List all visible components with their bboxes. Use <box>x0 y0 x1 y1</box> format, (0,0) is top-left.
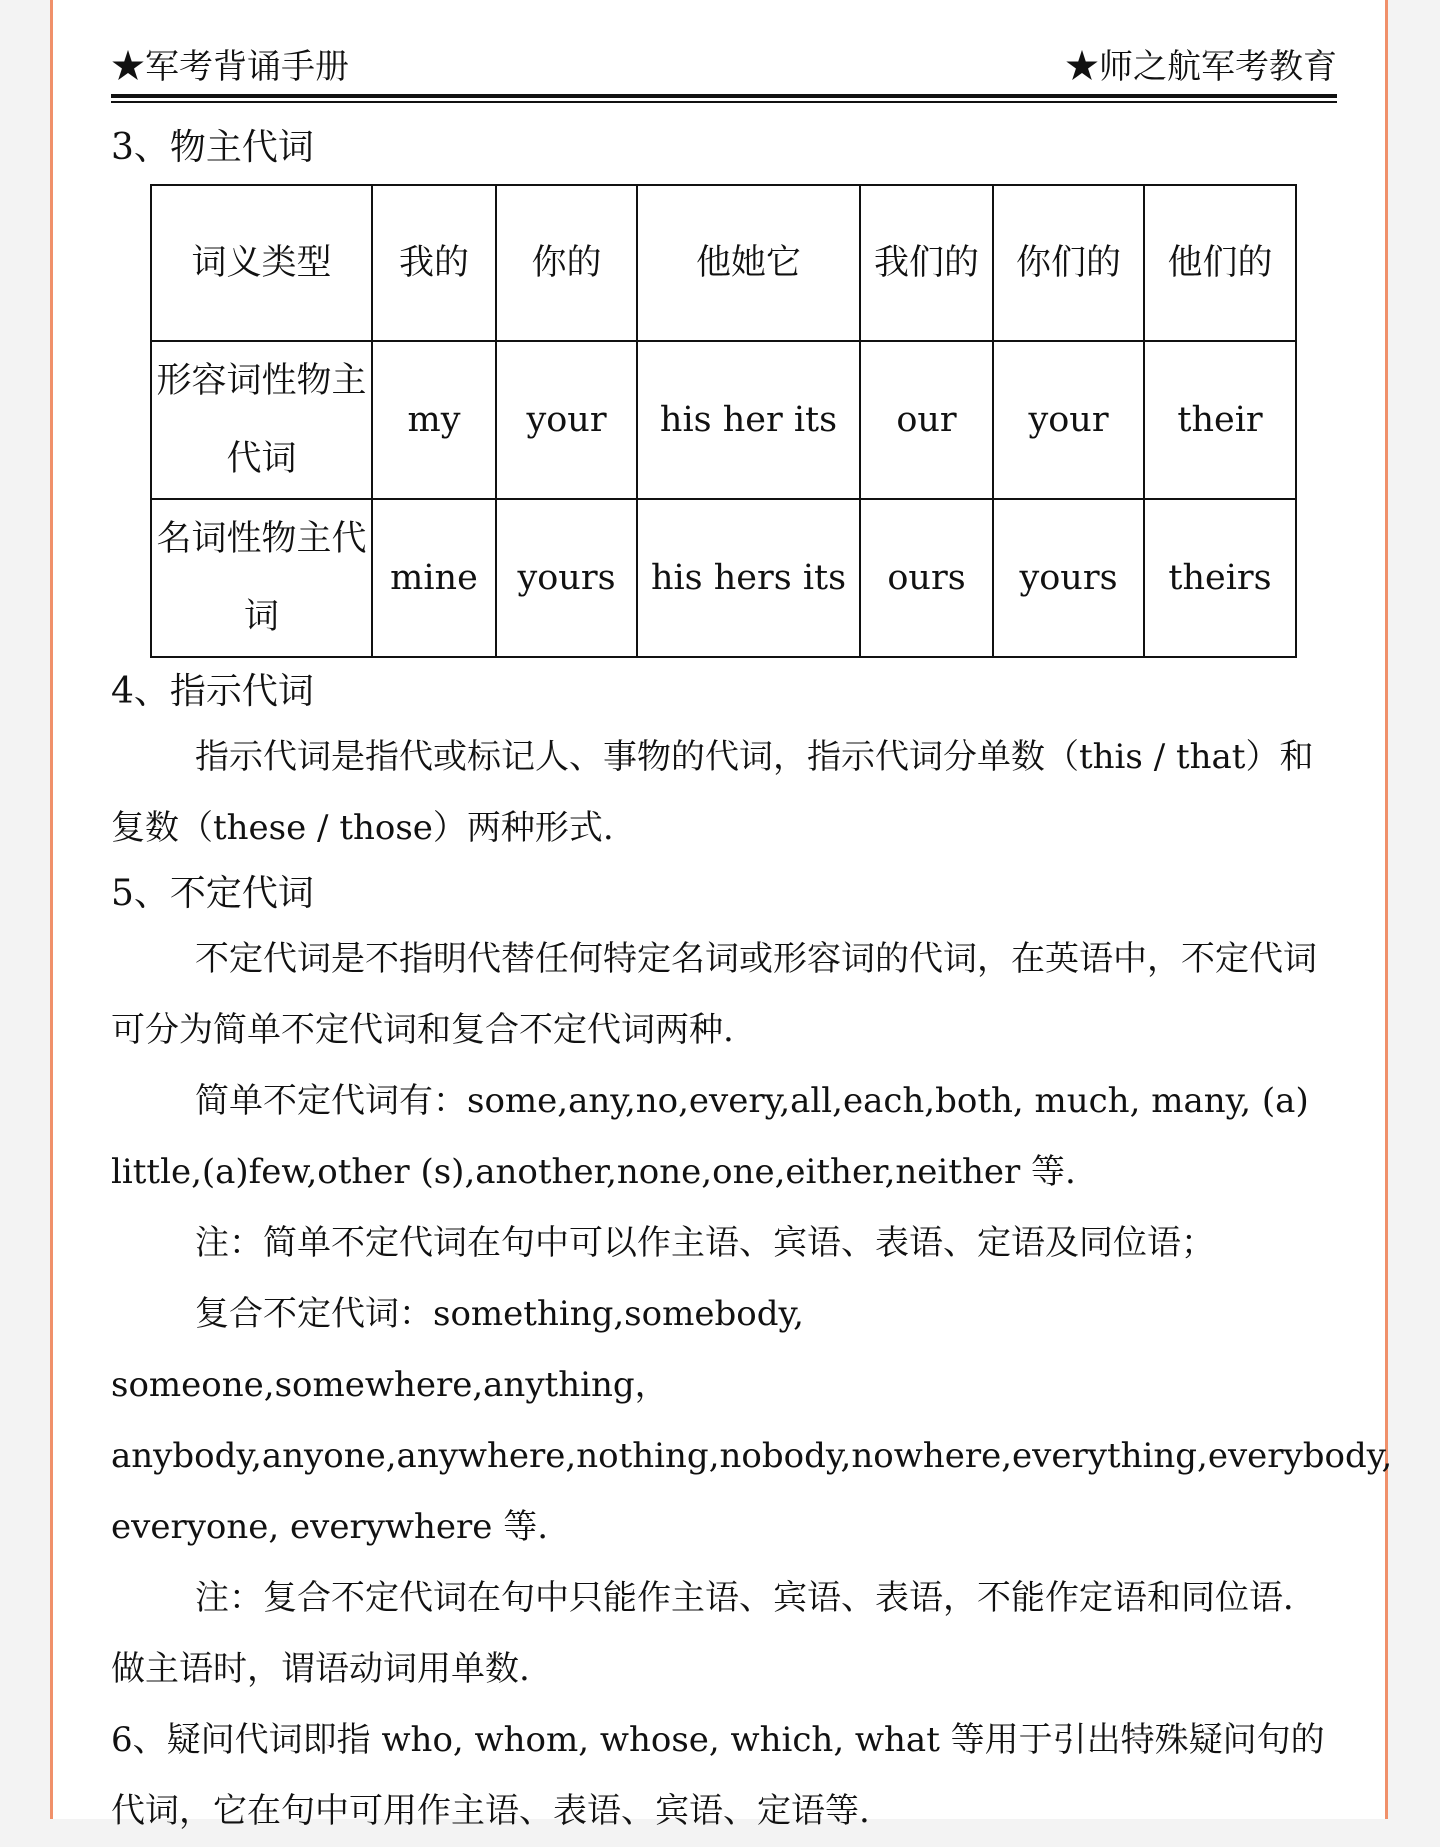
document-page <box>50 0 1393 1831</box>
table-cell: yours <box>496 499 637 657</box>
table-header-cell: 他们的 <box>1144 185 1296 341</box>
indefinite-pronoun-paragraph: 不定代词是不指明代替任何特定名词或形容词的代词，在英语中，不定代词可分为简单不定代词和复合不定代词两种. <box>111 939 1317 1050</box>
table-cell: his hers its <box>637 499 860 657</box>
section-3-heading: 3、物主代词 <box>111 127 314 168</box>
page-content <box>111 118 1393 1847</box>
interrogative-pronoun-paragraph: 6、疑问代词即指 who, whom, whose, which, what 等用于引出特殊疑问句的代词，它在句中可用作主语、表语、宾语、定语等. <box>111 1720 1325 1831</box>
table-row <box>151 341 1296 499</box>
compound-indefinite-list: 复合不定代词：something,somebody, someone,somewhere,anything，anybody,anyone,anywhere,nothing,nobody,nowhere,everything,everybody, everyone, everywhere 等. <box>111 1294 1393 1547</box>
demonstrative-pronoun-paragraph: 指示代词是指代或标记人、事物的代词，指示代词分单数（this / that）和复数（these / those）两种形式. <box>111 737 1314 848</box>
row-label-cell: 形容词性物主代词 <box>151 341 372 499</box>
table-cell: his her its <box>637 341 860 499</box>
table-cell: ours <box>860 499 993 657</box>
row-label-cell: 名词性物主代词 <box>151 499 372 657</box>
possessive-pronoun-table <box>150 184 1297 658</box>
table-header-cell: 他她它 <box>637 185 860 341</box>
table-row <box>151 499 1296 657</box>
table-cell: yours <box>993 499 1144 657</box>
section-4-heading: 4、指示代词 <box>111 671 314 712</box>
table-cell: my <box>372 341 496 499</box>
header-right-title: ★师之航军考教育 <box>1065 47 1337 87</box>
table-cell: our <box>860 341 993 499</box>
table-header-cell: 我的 <box>372 185 496 341</box>
header-rule-thin <box>111 101 1337 103</box>
page-header <box>111 44 1337 90</box>
header-left-title: ★军考背诵手册 <box>111 47 349 87</box>
simple-indefinite-note: 注：简单不定代词在句中可以作主语、宾语、表语、定语及同位语； <box>195 1223 1215 1263</box>
table-cell: your <box>496 341 637 499</box>
table-header-cell: 我们的 <box>860 185 993 341</box>
table-cell: your <box>993 341 1144 499</box>
table-header-cell: 词义类型 <box>151 185 372 341</box>
table-header-cell: 你们的 <box>993 185 1144 341</box>
header-rule-thick <box>111 94 1337 98</box>
simple-indefinite-list: 简单不定代词有：some,any,no,every,all,each,both, much, many, (a) little,(a)few,other (s),another,none,one,either,neither 等. <box>111 1081 1309 1192</box>
table-cell: their <box>1144 341 1296 499</box>
table-cell: mine <box>372 499 496 657</box>
compound-indefinite-note: 注：复合不定代词在句中只能作主语、宾语、表语，不能作定语和同位语．做主语时，谓语动词用单数. <box>111 1578 1317 1689</box>
table-header-cell: 你的 <box>496 185 637 341</box>
section-5-heading: 5、不定代词 <box>111 873 314 914</box>
table-cell: theirs <box>1144 499 1296 657</box>
table-header-row <box>151 185 1296 341</box>
